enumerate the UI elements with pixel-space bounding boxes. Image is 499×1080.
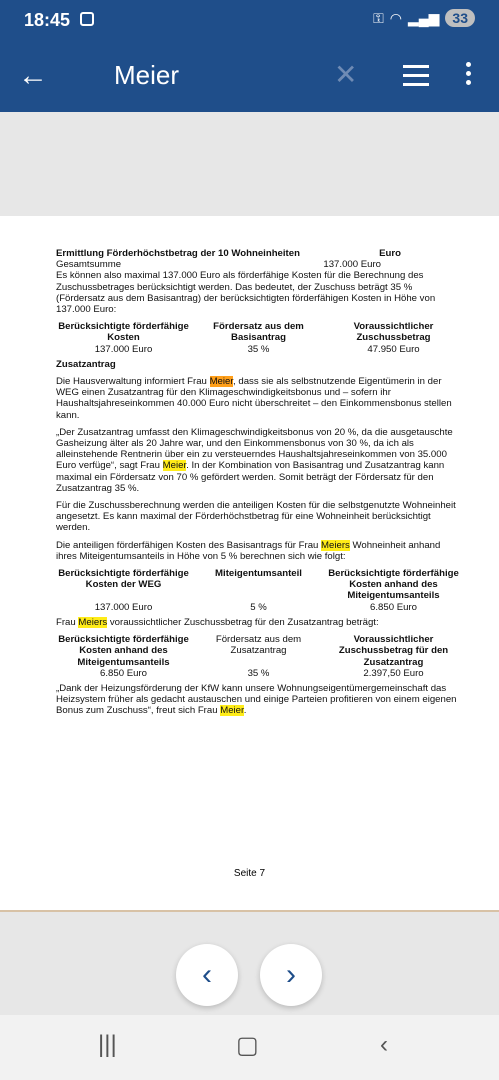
table-header: Berücksichtigte förderfähige Kosten anhand des Miteigentumsanteils	[328, 568, 459, 602]
paragraph: Die Hausverwaltung informiert Frau Meier, dass sie als selbstnutzende Eigentümerin in der WEG einen Zusatzantrag für den Klimageschwindigkeitsbonus und – sofern ihr Haushaltsjahreseinkommen 40.000 Euro nicht überschreitet – den Einkommensbonus stellen kann.	[56, 376, 452, 421]
search-match[interactable]: Meier	[220, 705, 244, 717]
next-match-button[interactable]	[260, 944, 322, 1006]
search-match-current[interactable]: Meier	[209, 376, 234, 388]
battery-badge: 33	[445, 9, 475, 27]
paragraph: Die anteiligen förderfähigen Kosten des Basisantrags für Frau Meiers Wohneinheit anhand ihres Miteigentumsanteils in Höhe von 5 % berechnen sich wie folgt:	[56, 539, 441, 562]
section-heading: Zusatzantrag	[56, 358, 116, 370]
document-content	[56, 248, 461, 723]
sum-label: Gesamtsumme	[56, 259, 122, 271]
sum-row	[56, 259, 461, 270]
paragraph: Es können also maximal 137.000 Euro als förderfähige Kosten für die Berechnung des Zuschussbetrages berücksichtigt werden. Das bedeutet, der Zuschuss beträgt 35 % (Fördersatz aus dem Basisantrag) der berücksichtigten förderfähigen Kosten in Höhe von 137.000 Euro:	[56, 270, 436, 316]
paragraph: „Dank der Heizungsförderung der KfW kann unsere Wohnungseigentümergemeinschaft das Heizsystem früher als gedacht austauschen und einige Parteien profitieren von einem eigenen Bonus zum Zuschuss“, freut sich Frau Meier.	[56, 682, 457, 717]
table-header: Berücksichtigte förderfähige Kosten anhand des Miteigentumsanteils	[58, 634, 189, 668]
table-cell: 137.000 Euro	[94, 343, 153, 355]
table-header: Miteigentumsanteil	[215, 568, 302, 580]
status-icons	[373, 9, 475, 27]
table-header: Voraussichtlicher Zuschussbetrag	[353, 321, 434, 344]
table-zusatz	[56, 634, 461, 679]
search-match[interactable]: Meiers	[78, 616, 108, 628]
clear-search-icon[interactable]: ✕	[334, 59, 358, 90]
search-match[interactable]: Meier	[162, 460, 187, 472]
table-cell: 35 %	[247, 667, 270, 679]
paragraph: Frau Meiers voraussichtlicher Zuschussbetrag für den Zusatzantrag beträgt:	[56, 616, 379, 628]
table-header: Voraussichtlicher Zuschussbetrag für den Zusatzantrag	[338, 634, 449, 668]
wifi-icon: ◠	[389, 9, 402, 26]
screenshot-icon	[80, 12, 94, 26]
table-cell: 35 %	[247, 343, 270, 355]
chevron-left-icon: ‹	[202, 958, 212, 991]
back-arrow-icon[interactable]: ←	[18, 59, 48, 92]
recent-apps-icon[interactable]: |||	[98, 1031, 117, 1058]
status-time: 18:45	[24, 10, 71, 30]
table-share	[56, 568, 461, 613]
heading-col: Euro	[379, 248, 401, 259]
system-back-icon[interactable]: ‹	[380, 1031, 388, 1058]
search-match[interactable]: Meiers	[321, 539, 350, 551]
paragraph: „Der Zusatzantrag umfasst den Klimageschwindigkeitsbonus von 20 %, da die ausgetauschte Gasheizung älter als 20 Jahre war, und den Einkommensbonus von 30 %, da ich als alleinstehende Rentnerin über ein zu versteuerndes Haushaltsjahreseinkommen von 35.000 Euro verfüge“, sagt Frau Meier. In der Kombination von Basisantrag und Zusatzantrag kann maximal ein Fördersatz von 70 % gefördert werden. Somit beträgt der Fördersatz für den Zusatzantrag 35 %.	[56, 426, 453, 494]
section-heading	[56, 248, 461, 259]
page-number: Seite 7	[233, 868, 266, 879]
table-header: Fördersatz aus dem Zusatzantrag	[215, 634, 302, 657]
key-icon: ⚿	[373, 9, 384, 26]
results-list-icon[interactable]	[403, 65, 429, 92]
system-navigation-bar	[0, 1015, 499, 1080]
table-cell: 5 %	[250, 601, 267, 613]
table-header: Fördersatz aus dem Basisantrag	[213, 321, 304, 344]
table-header: Berücksichtigte förderfähige Kosten	[58, 321, 189, 344]
search-query-title[interactable]: Meier	[114, 60, 180, 90]
table-basis	[56, 321, 461, 355]
app-bar	[0, 40, 499, 112]
heading-text: Ermittlung Förderhöchstbetrag der 10 Wohneinheiten	[56, 248, 300, 259]
table-cell: 6.850 Euro	[100, 667, 147, 679]
document-page	[0, 216, 499, 912]
home-icon[interactable]: ▢	[236, 1032, 259, 1059]
table-cell: 47.950 Euro	[367, 343, 420, 355]
prev-match-button[interactable]	[176, 944, 238, 1006]
paragraph: Für die Zuschussberechnung werden die anteiligen Kosten für die selbstgenutzte Wohneinheit angesetzt. Es kann maximal der Förderhöchstbetrag für eine Wohneinheit berücksichtigt werden.	[56, 500, 456, 534]
table-cell: 6.850 Euro	[370, 601, 417, 613]
signal-icon: ▂▄▆	[407, 9, 440, 26]
table-cell: 2.397,50 Euro	[363, 667, 424, 679]
chevron-right-icon: ›	[286, 958, 296, 991]
table-header: Berücksichtigte förderfähige Kosten der WEG	[58, 568, 189, 591]
table-cell: 137.000 Euro	[94, 601, 153, 613]
more-options-icon[interactable]	[466, 62, 471, 89]
sum-value: 137.000 Euro	[323, 259, 381, 271]
status-bar	[0, 0, 499, 40]
